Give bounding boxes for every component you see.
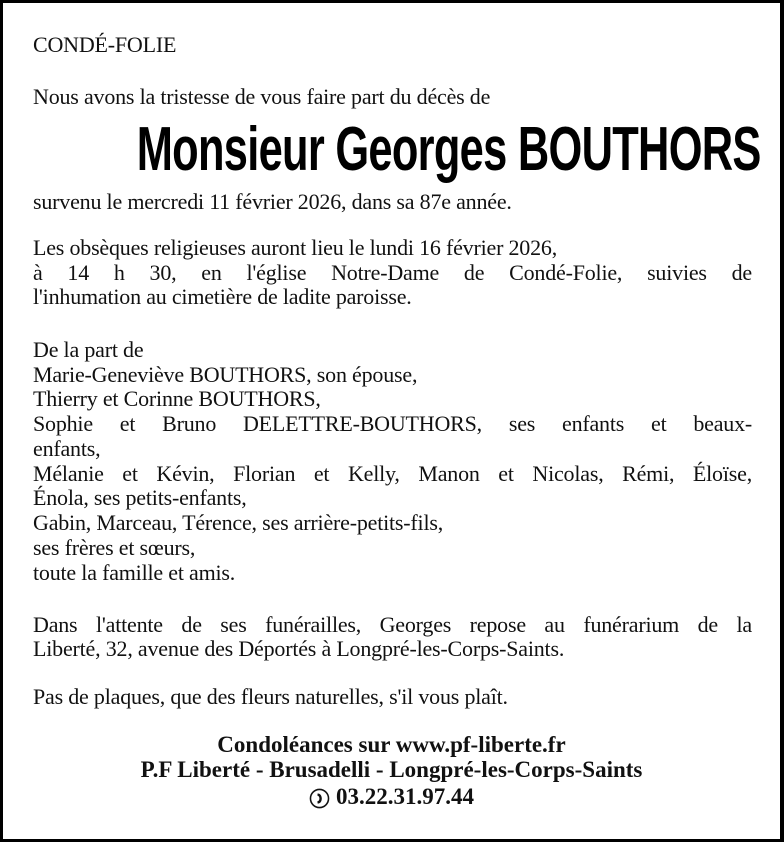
deceased-name <box>3 115 780 185</box>
family-line: Mélanie et Kévin, Florian et Kelly, Manon et Nicolas, Rémi, Éloïse, <box>33 461 752 486</box>
obituary-notice <box>3 3 780 839</box>
intro-text: Nous avons la tristesse de vous faire part du décès de <box>33 84 491 109</box>
family-line: Thierry et Corinne BOUTHORS, <box>33 386 321 411</box>
funeral-line: à 14 h 30, en l'église Notre-Dame de Condé-Folie, suivies de <box>33 260 752 285</box>
family-line: De la part de <box>33 337 144 362</box>
location-heading: CONDÉ-FOLIE <box>33 32 177 57</box>
funeral-line: Les obsèques religieuses auront lieu le lundi 16 février 2026, <box>33 235 558 260</box>
flowers-request: Pas de plaques, que des fleurs naturelles, s'il vous plaît. <box>33 684 508 709</box>
condolences-line: Condoléances sur www.pf-liberte.fr <box>217 732 566 757</box>
phone-line <box>3 784 780 814</box>
family-line: Marie-Geneviève BOUTHORS, son épouse, <box>33 362 418 387</box>
rest-line: Dans l'attente de ses funérailles, Georges repose au funérarium de la <box>33 612 752 637</box>
telephone-icon <box>309 788 330 809</box>
rest-line: Liberté, 32, avenue des Déportés à Longpré-les-Corps-Saints. <box>33 636 565 661</box>
family-line: toute la famille et amis. <box>33 560 236 585</box>
family-line: enfants, <box>33 436 101 461</box>
family-line: ses frères et sœurs, <box>33 535 196 560</box>
family-line: Gabin, Marceau, Térence, ses arrière-petits-fils, <box>33 510 444 535</box>
funeral-home-line: P.F Liberté - Brusadelli - Longpré-les-Corps-Saints <box>140 757 643 782</box>
funeral-line: l'inhumation au cimetière de ladite paroisse. <box>33 284 412 309</box>
family-line: Énola, ses petits-enfants, <box>33 485 247 510</box>
deceased-name-text: Monsieur Georges BOUTHORS <box>136 115 761 184</box>
family-line: Sophie et Bruno DELETTRE-BOUTHORS, ses enfants et beaux- <box>33 411 752 436</box>
death-announcement: survenu le mercredi 11 février 2026, dans sa 87e année. <box>33 189 512 214</box>
phone-number: 03.22.31.97.44 <box>336 784 474 809</box>
